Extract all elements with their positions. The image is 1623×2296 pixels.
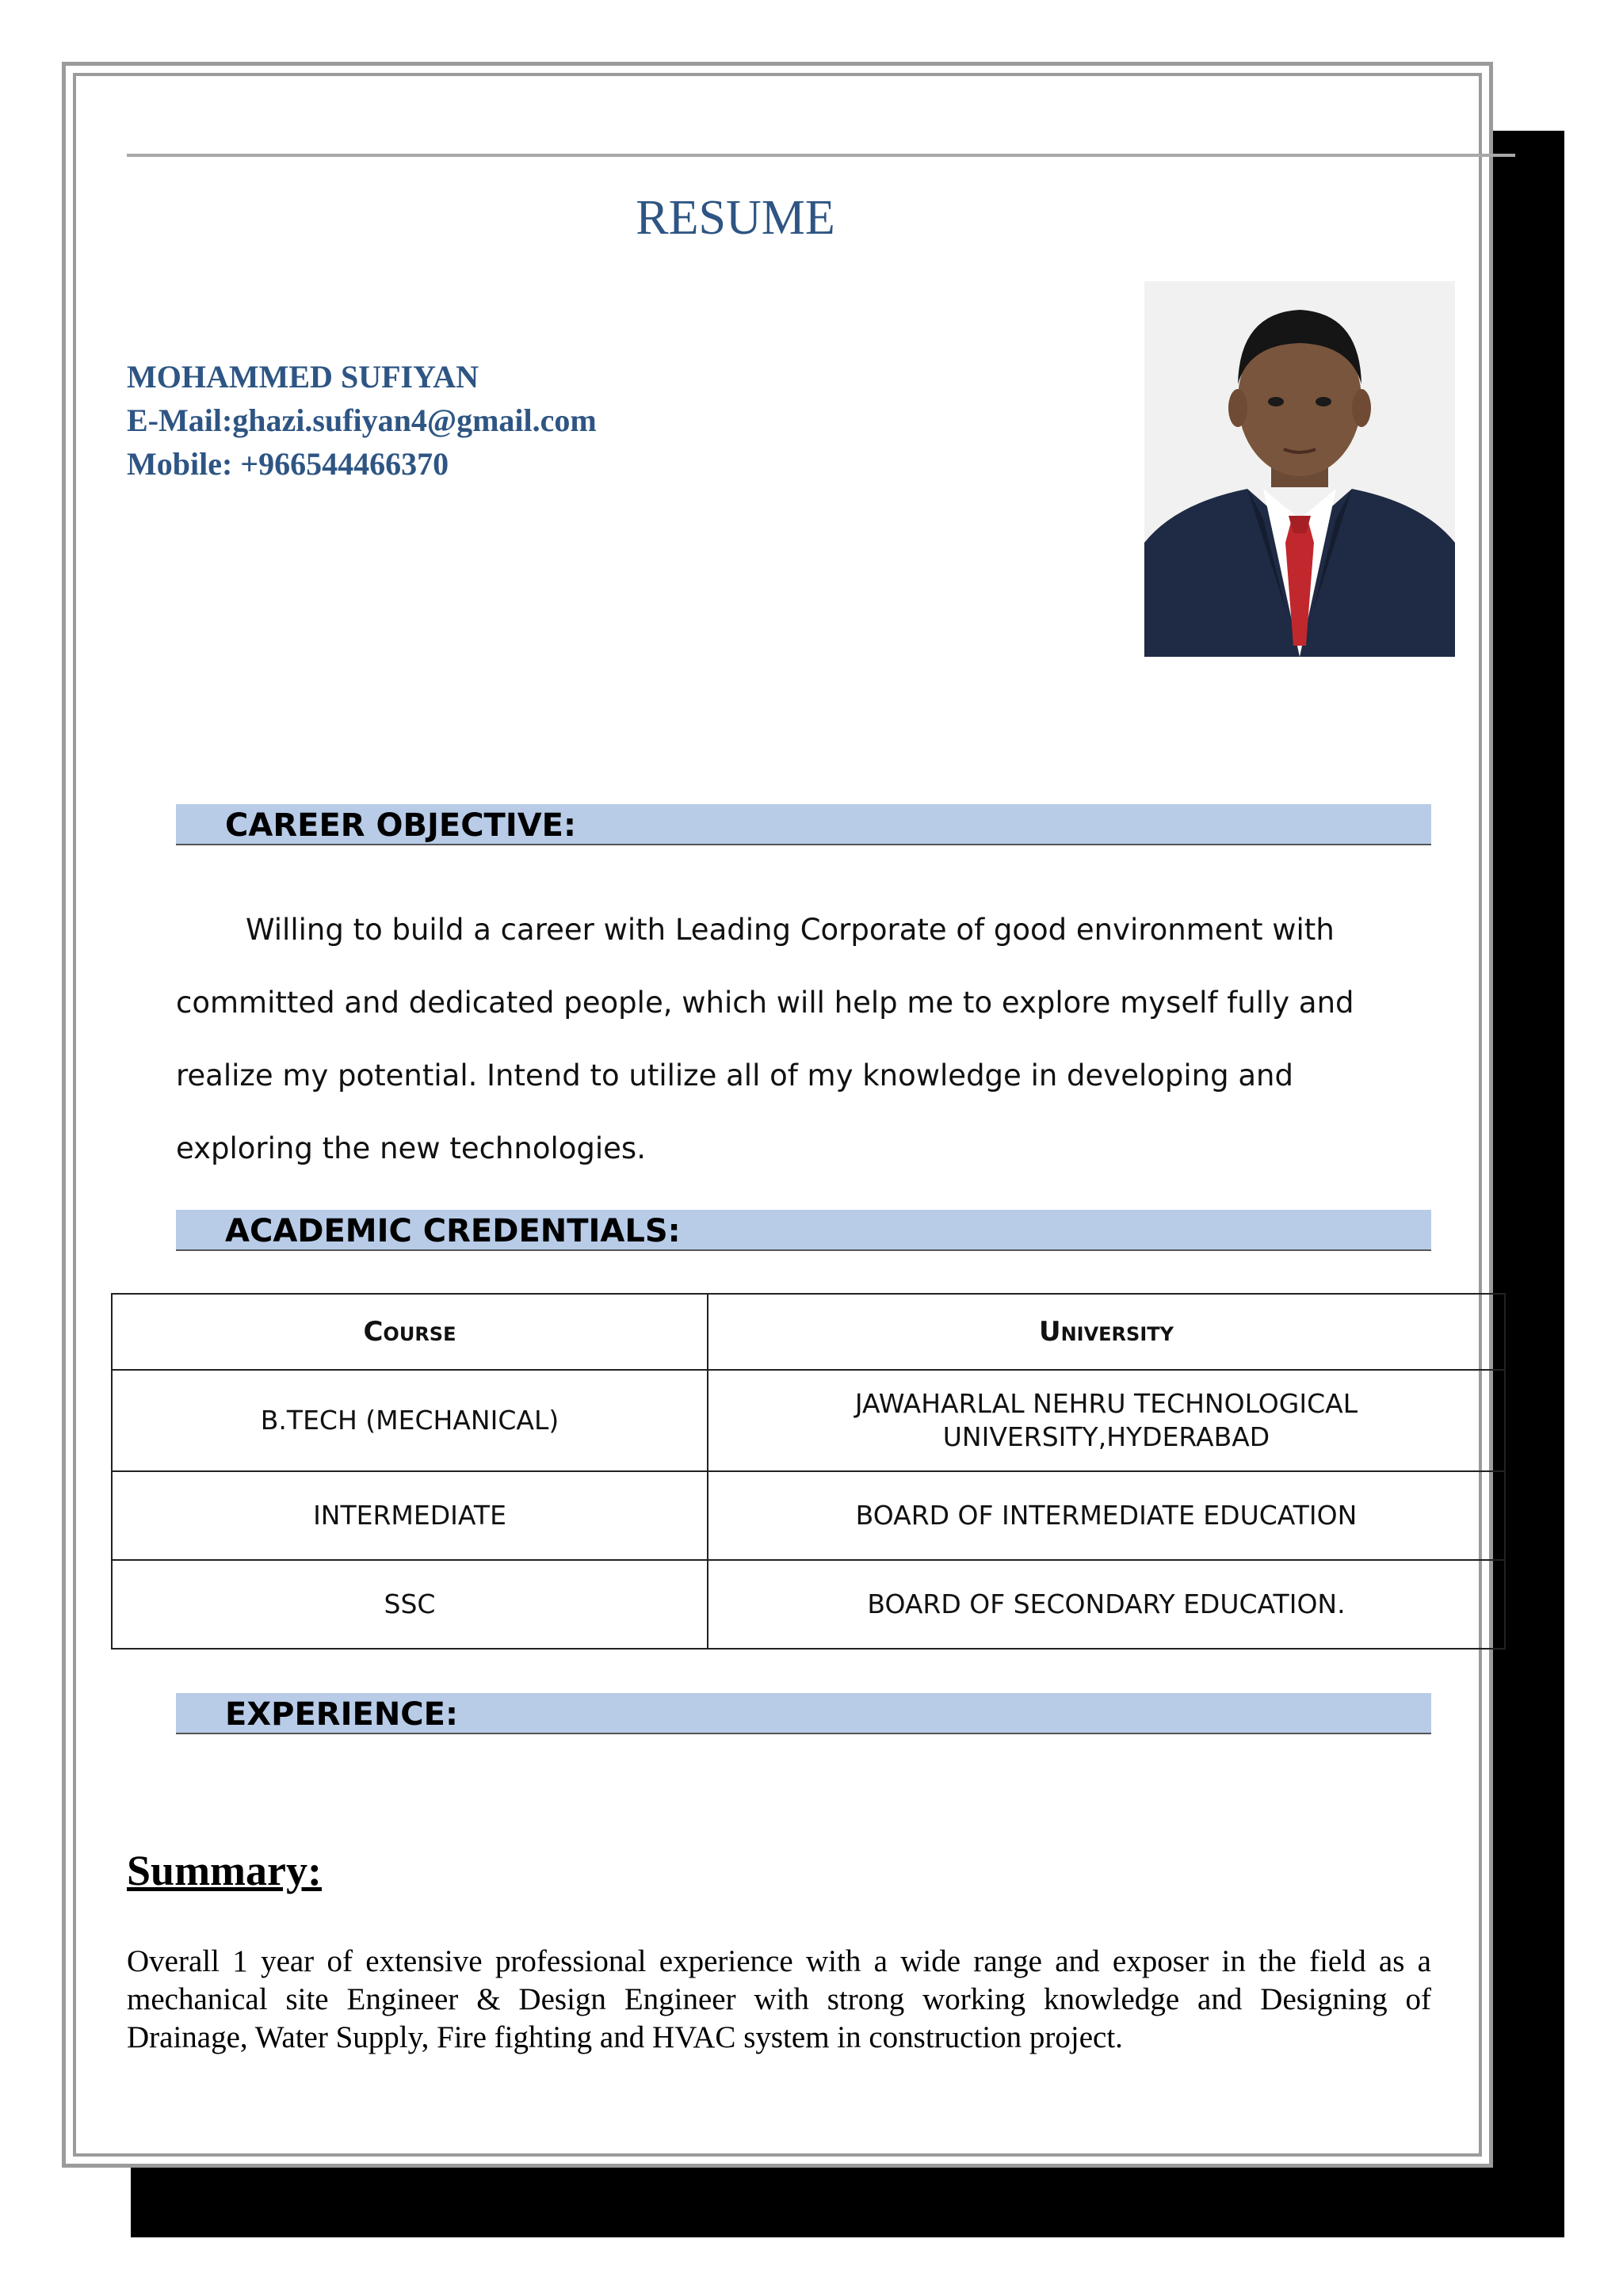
top-divider	[127, 154, 1515, 157]
contact-block	[127, 355, 597, 486]
table-header-row	[112, 1294, 1505, 1370]
credentials-table	[111, 1293, 1506, 1650]
course-cell: B.TECH (MECHANICAL)	[112, 1370, 708, 1471]
objective-line: Willing to build a career with Leading Corporate of good environment with	[246, 913, 1335, 947]
portrait-photo-icon	[1144, 281, 1455, 657]
mobile-text: Mobile: +966544466370	[127, 446, 449, 482]
section-academic-credentials	[176, 1210, 1431, 1251]
objective-line: exploring the new technologies.	[176, 1131, 646, 1165]
objective-line: realize my potential. Intend to utilize all of my knowledge in developing and	[176, 1058, 1293, 1093]
column-header-university: University	[708, 1294, 1505, 1370]
table-row	[112, 1471, 1505, 1560]
section-experience-label: EXPERIENCE:	[225, 1696, 458, 1733]
objective-line: committed and dedicated people, which will help me to explore myself fully and	[176, 986, 1354, 1020]
summary-heading: Summary:	[127, 1847, 322, 1894]
page-shadow-bottom	[131, 2164, 1564, 2237]
section-career-objective-label: CAREER OBJECTIVE:	[225, 807, 576, 844]
section-career-objective	[176, 804, 1431, 845]
university-cell: JAWAHARLAL NEHRU TECHNOLOGICAL UNIVERSITY,HYDERABAD	[708, 1370, 1505, 1471]
course-cell: SSC	[112, 1560, 708, 1649]
portrait-photo	[1144, 281, 1455, 657]
column-header-course: Course	[112, 1294, 708, 1370]
table-row	[112, 1370, 1505, 1471]
candidate-name: MOHAMMED SUFIYAN	[127, 359, 479, 395]
section-experience	[176, 1693, 1431, 1734]
resume-title: RESUME	[636, 191, 835, 245]
table-row	[112, 1560, 1505, 1649]
university-cell: BOARD OF INTERMEDIATE EDUCATION	[708, 1471, 1505, 1560]
course-cell: INTERMEDIATE	[112, 1471, 708, 1560]
university-cell: BOARD OF SECONDARY EDUCATION.	[708, 1560, 1505, 1649]
email-text: E-Mail:ghazi.sufiyan4@gmail.com	[127, 402, 597, 438]
summary-paragraph: Overall 1 year of extensive professional experience with a wide range and exposer in the field as a mechanical site Engineer & Design Engineer with strong working knowledge and Designing of Drainage, Water Supply, Fire fighting and HVAC system in construction project.	[127, 1944, 1431, 2054]
section-academic-credentials-label: ACADEMIC CREDENTIALS:	[225, 1213, 681, 1249]
page-shadow-right	[1488, 131, 1564, 2237]
